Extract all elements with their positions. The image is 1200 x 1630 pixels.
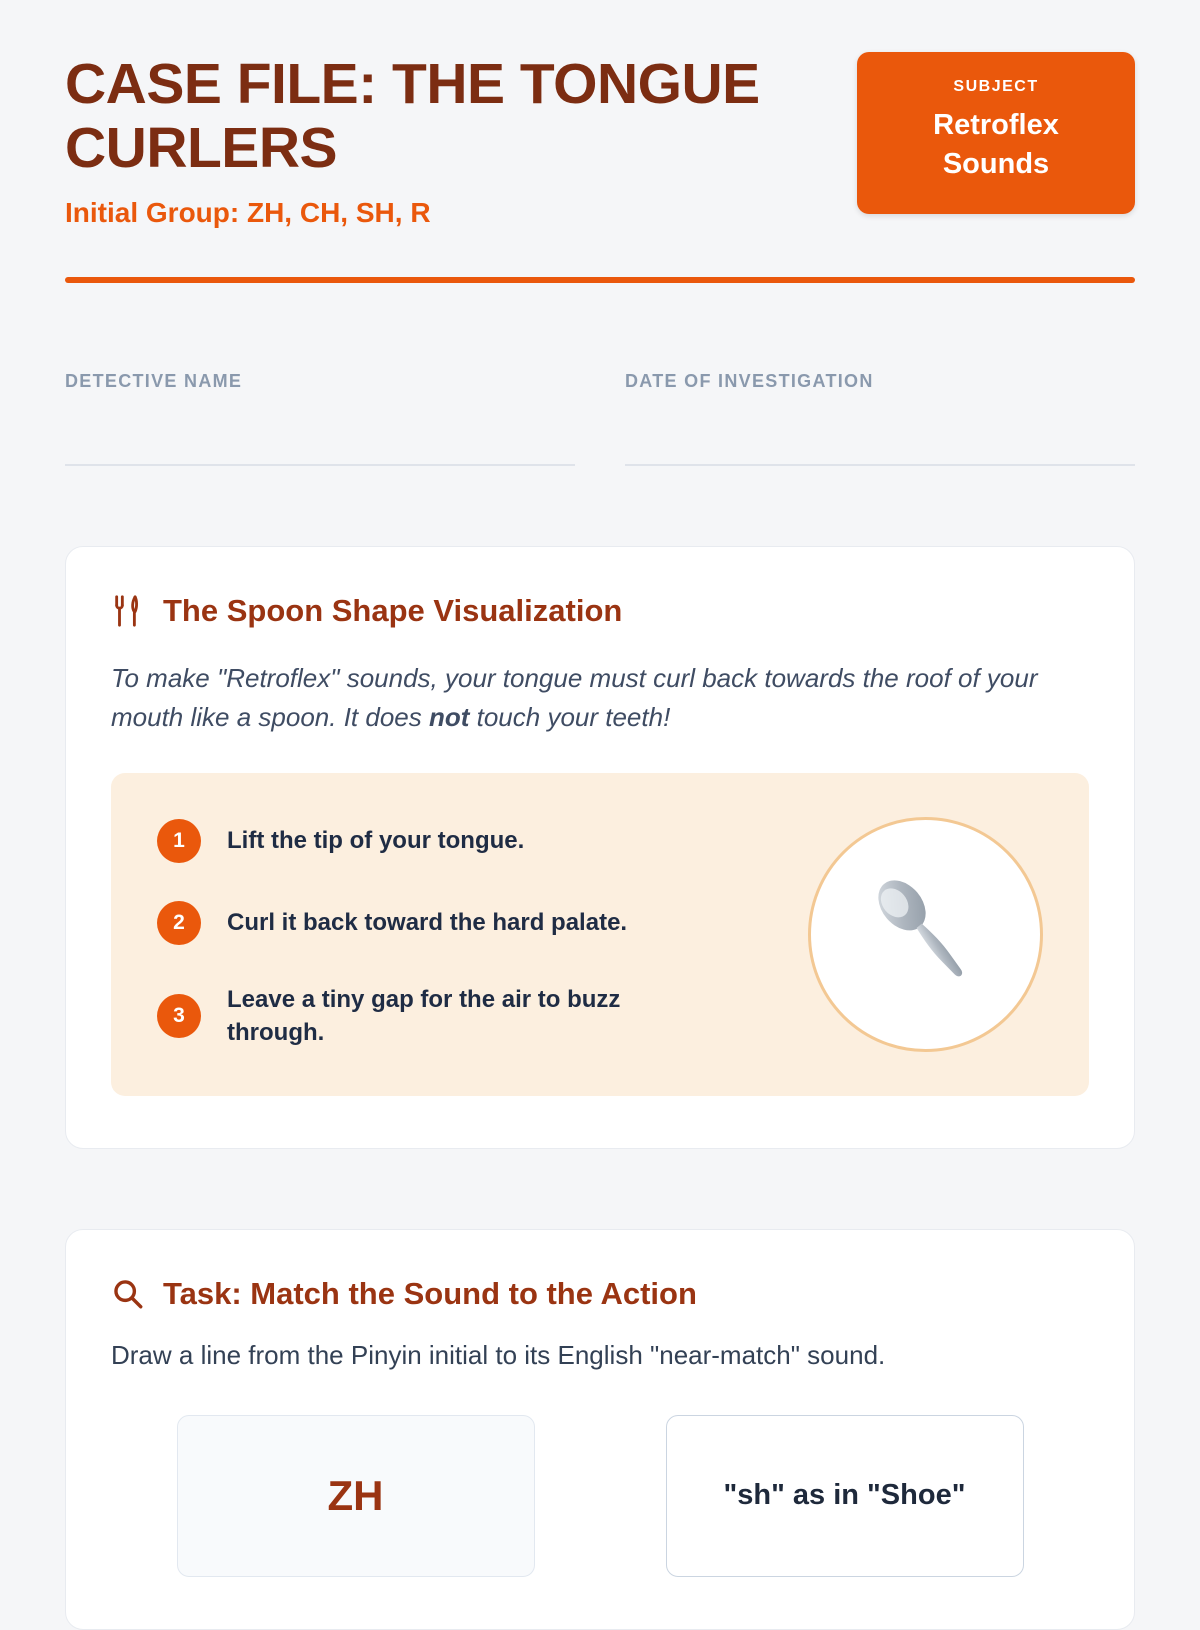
intro-text-before: To make "Retroflex" sounds, your tongue must curl back towards the roof of your mouth like a spoon. It does: [111, 662, 1038, 732]
step-item: [157, 983, 687, 1050]
intro-text-after: touch your teeth!: [469, 701, 671, 732]
spoon-card-intro: [111, 659, 1089, 737]
detective-name-label: DETECTIVE NAME: [65, 370, 243, 391]
step-number-badge: 1: [157, 819, 201, 863]
task-instruction: Draw a line from the Pinyin initial to its English "near-match" sound.: [111, 1339, 886, 1370]
step-item: [157, 901, 687, 945]
task-card-title: Task: Match the Sound to the Action: [163, 1275, 697, 1311]
steps-panel: [111, 773, 1089, 1096]
match-task-card: [65, 1229, 1135, 1630]
match-pinyin-zh[interactable]: ZH: [177, 1415, 535, 1577]
subject-badge: [857, 52, 1135, 214]
spoon-card-title: The Spoon Shape Visualization: [163, 592, 623, 628]
date-input[interactable]: [625, 392, 1135, 466]
form-fields: [65, 371, 1135, 466]
detective-name-input[interactable]: [65, 392, 575, 466]
steps-list: [157, 819, 687, 1050]
utensils-icon: [111, 594, 145, 628]
match-sound-shoe[interactable]: "sh" as in "Shoe": [666, 1415, 1024, 1577]
detective-name-field: [65, 371, 575, 466]
search-icon: [111, 1277, 145, 1311]
step-item: [157, 819, 687, 863]
date-field: [625, 371, 1135, 466]
match-grid: [111, 1415, 1089, 1577]
step-text: Lift the tip of your tongue.: [227, 826, 525, 854]
page-subtitle: Initial Group: ZH, CH, SH, R: [65, 196, 431, 228]
step-text: Curl it back toward the hard palate.: [227, 908, 628, 936]
task-card-title-row: [111, 1276, 1089, 1312]
header: [65, 52, 1135, 229]
step-number-badge: 3: [157, 994, 201, 1038]
step-number-badge: 2: [157, 901, 201, 945]
intro-text-bold: not: [428, 701, 470, 732]
spoon-icon: [846, 854, 1006, 1014]
subject-badge-label: SUBJECT: [953, 78, 1039, 95]
spoon-card-title-row: [111, 593, 1089, 629]
page-title: CASE FILE: THE TONGUE CURLERS: [65, 52, 760, 181]
subject-badge-value: Retroflex Sounds: [933, 109, 1059, 181]
spoon-shape-card: [65, 546, 1135, 1149]
spoon-illustration-circle: [808, 817, 1043, 1052]
divider-rule: [65, 277, 1135, 283]
step-text: Leave a tiny gap for the air to buzz through.: [227, 985, 621, 1047]
header-text: [65, 52, 815, 229]
date-label: DATE OF INVESTIGATION: [625, 370, 874, 391]
